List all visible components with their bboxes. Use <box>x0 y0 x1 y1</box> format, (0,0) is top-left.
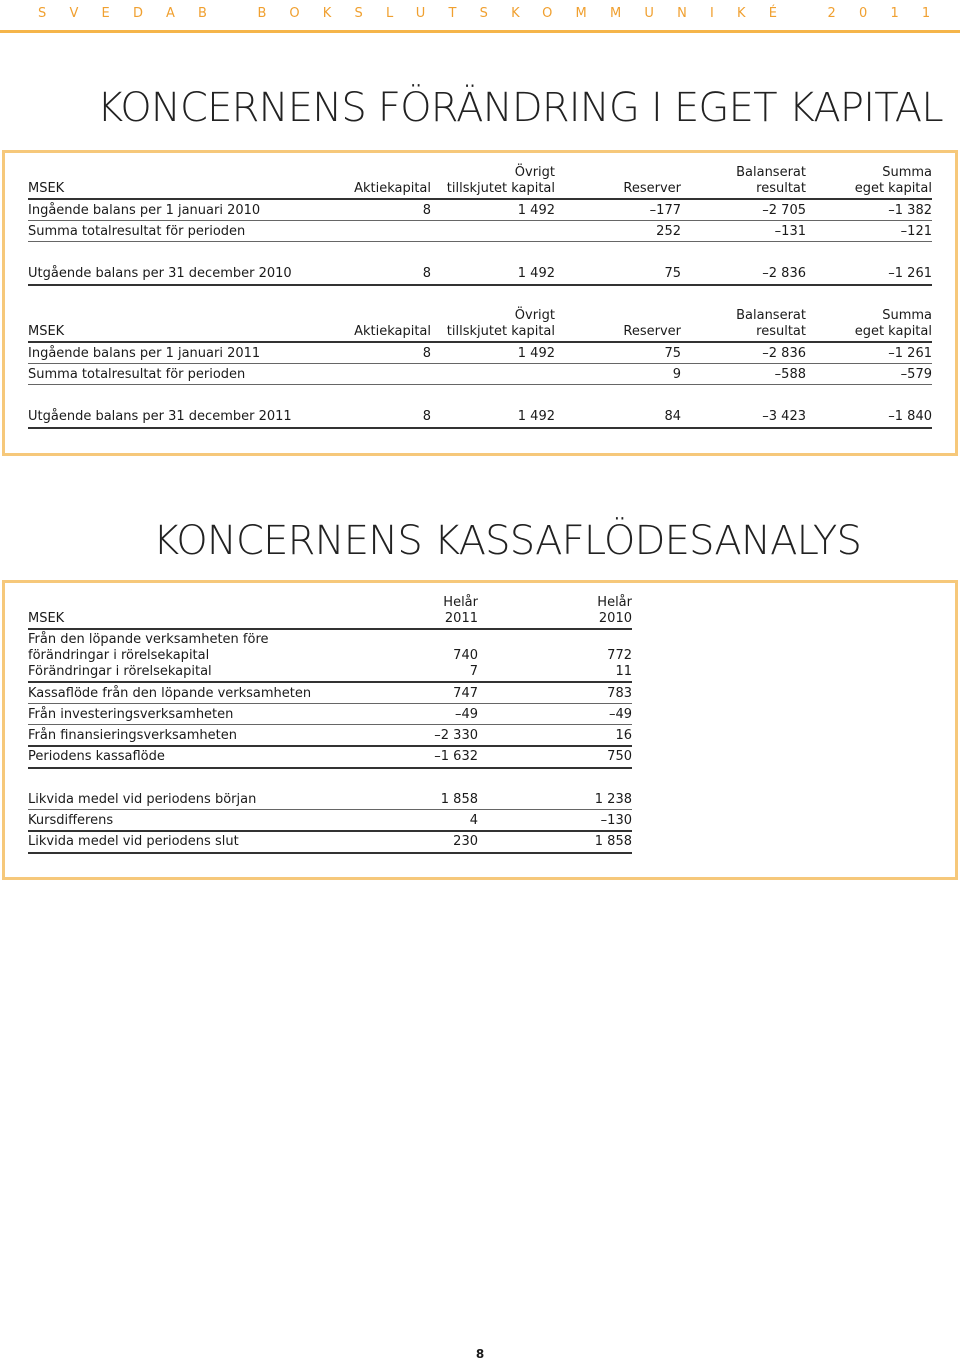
col-header-msek: MSEK <box>28 181 65 196</box>
row-label: Likvida medel vid periodens slut <box>28 834 239 849</box>
cell-2010: 750 <box>607 749 632 764</box>
closing-rule <box>28 427 932 429</box>
cell-reserver: –177 <box>649 203 681 218</box>
col-header-balanserat: Balanserat <box>736 308 806 323</box>
col-header-tillskjutet: tillskjutet kapital <box>446 181 555 196</box>
total-rule <box>28 852 632 854</box>
cell-reserver: 75 <box>664 346 681 361</box>
cell-2010: 11 <box>615 664 632 679</box>
cell-2011: –2 330 <box>434 728 478 743</box>
row-label: Kassaflöde från den löpande verksamheten <box>28 686 312 701</box>
cell-2011: –49 <box>454 707 478 722</box>
row-label: Ingående balans per 1 januari 2011 <box>28 346 261 361</box>
cell-reserver: 252 <box>656 224 681 239</box>
col-header-eget-kapital: eget kapital <box>854 324 932 339</box>
cell-reserver: 75 <box>664 266 681 281</box>
row-divider <box>28 363 932 364</box>
cell-2011: 230 <box>453 834 478 849</box>
cell-reserver: 9 <box>672 367 681 382</box>
row-label: Periodens kassaflöde <box>28 749 165 764</box>
col-header-helar-2010: Helår <box>597 595 632 610</box>
row-divider <box>28 384 932 385</box>
row-label: Utgående balans per 31 december 2011 <box>28 409 292 424</box>
col-header-year-2010: 2010 <box>598 611 632 626</box>
col-header-msek: MSEK <box>28 611 65 626</box>
row-divider <box>28 241 932 242</box>
col-header-resultat: resultat <box>756 324 806 339</box>
row-label: Från investeringsverksamheten <box>28 707 234 722</box>
row-label: förändringar i rörelsekapital <box>28 648 210 663</box>
subtotal-rule <box>28 681 632 683</box>
cell-2010: –130 <box>600 813 632 828</box>
row-divider <box>28 703 632 704</box>
page-number: 8 <box>475 1347 485 1361</box>
cell-summa: –1 382 <box>888 203 932 218</box>
cell-2010: 1 858 <box>594 834 632 849</box>
col-header-year-2011: 2011 <box>444 611 478 626</box>
cell-2011: 740 <box>453 648 478 663</box>
cell-ovrigt: 1 492 <box>517 409 555 424</box>
cell-summa: –121 <box>900 224 932 239</box>
col-header-aktiekapital: Aktiekapital <box>354 181 431 196</box>
cell-2011: 1 858 <box>440 792 478 807</box>
row-divider <box>28 724 632 725</box>
col-header-ovrigt: Övrigt <box>514 165 555 180</box>
col-header-reserver: Reserver <box>623 324 681 339</box>
row-divider <box>28 809 632 810</box>
cell-aktiekapital: 8 <box>422 346 431 361</box>
equity-section-title: KONCERNENS FÖRÄNDRING I EGET KAPITAL <box>97 85 943 131</box>
col-header-helar-2011: Helår <box>443 595 478 610</box>
row-label: Ingående balans per 1 januari 2010 <box>28 203 261 218</box>
col-header-summa: Summa <box>882 308 932 323</box>
cell-summa: –1 261 <box>888 346 932 361</box>
cell-2010: 16 <box>615 728 632 743</box>
cashflow-section-title: KONCERNENS KASSAFLÖDESANALYS <box>153 518 862 564</box>
cell-balanserat: –2 836 <box>762 346 806 361</box>
cell-balanserat: –3 423 <box>762 409 806 424</box>
row-label: Summa totalresultat för perioden <box>28 224 246 239</box>
col-header-reserver: Reserver <box>623 181 681 196</box>
cell-aktiekapital: 8 <box>422 266 431 281</box>
col-header-msek: MSEK <box>28 324 65 339</box>
col-header-ovrigt: Övrigt <box>514 308 555 323</box>
cell-summa: –579 <box>900 367 932 382</box>
cell-2010: 783 <box>607 686 632 701</box>
col-header-balanserat: Balanserat <box>736 165 806 180</box>
cell-2010: 1 238 <box>594 792 632 807</box>
cell-2011: 4 <box>469 813 478 828</box>
running-header <box>0 0 960 33</box>
col-header-eget-kapital: eget kapital <box>854 181 932 196</box>
running-header-text: SVEDAB BOKSLUTSKOMMUNIKÉ 2011 <box>38 6 954 21</box>
cell-balanserat: –2 705 <box>762 203 806 218</box>
cell-summa: –1 261 <box>888 266 932 281</box>
header-rule <box>28 628 632 630</box>
cell-reserver: 84 <box>664 409 681 424</box>
header-rule <box>28 341 932 343</box>
subtotal-rule <box>28 745 632 747</box>
row-label: Från finansieringsverksamheten <box>28 728 237 743</box>
subtotal-rule <box>28 830 632 832</box>
cell-aktiekapital: 8 <box>422 409 431 424</box>
row-label: Utgående balans per 31 december 2010 <box>28 266 292 281</box>
row-divider <box>28 220 932 221</box>
cell-ovrigt: 1 492 <box>517 203 555 218</box>
col-header-summa: Summa <box>882 165 932 180</box>
col-header-resultat: resultat <box>756 181 806 196</box>
row-label: Likvida medel vid periodens början <box>28 792 257 807</box>
col-header-aktiekapital: Aktiekapital <box>354 324 431 339</box>
cell-2011: 7 <box>469 664 478 679</box>
total-rule <box>28 767 632 769</box>
cell-ovrigt: 1 492 <box>517 266 555 281</box>
cell-aktiekapital: 8 <box>422 203 431 218</box>
col-header-tillskjutet: tillskjutet kapital <box>446 324 555 339</box>
header-rule <box>28 198 932 200</box>
cell-balanserat: –2 836 <box>762 266 806 281</box>
cell-balanserat: –131 <box>774 224 806 239</box>
closing-rule <box>28 284 932 286</box>
row-label: Kursdifferens <box>28 813 114 828</box>
cell-summa: –1 840 <box>888 409 932 424</box>
cell-2010: –49 <box>608 707 632 722</box>
cell-ovrigt: 1 492 <box>517 346 555 361</box>
cell-2010: 772 <box>607 648 632 663</box>
cell-2011: 747 <box>453 686 478 701</box>
row-label: Summa totalresultat för perioden <box>28 367 246 382</box>
cell-balanserat: –588 <box>774 367 806 382</box>
row-label: Förändringar i rörelsekapital <box>28 664 212 679</box>
row-label: Från den löpande verksamheten före <box>28 632 269 647</box>
cell-2011: –1 632 <box>434 749 478 764</box>
